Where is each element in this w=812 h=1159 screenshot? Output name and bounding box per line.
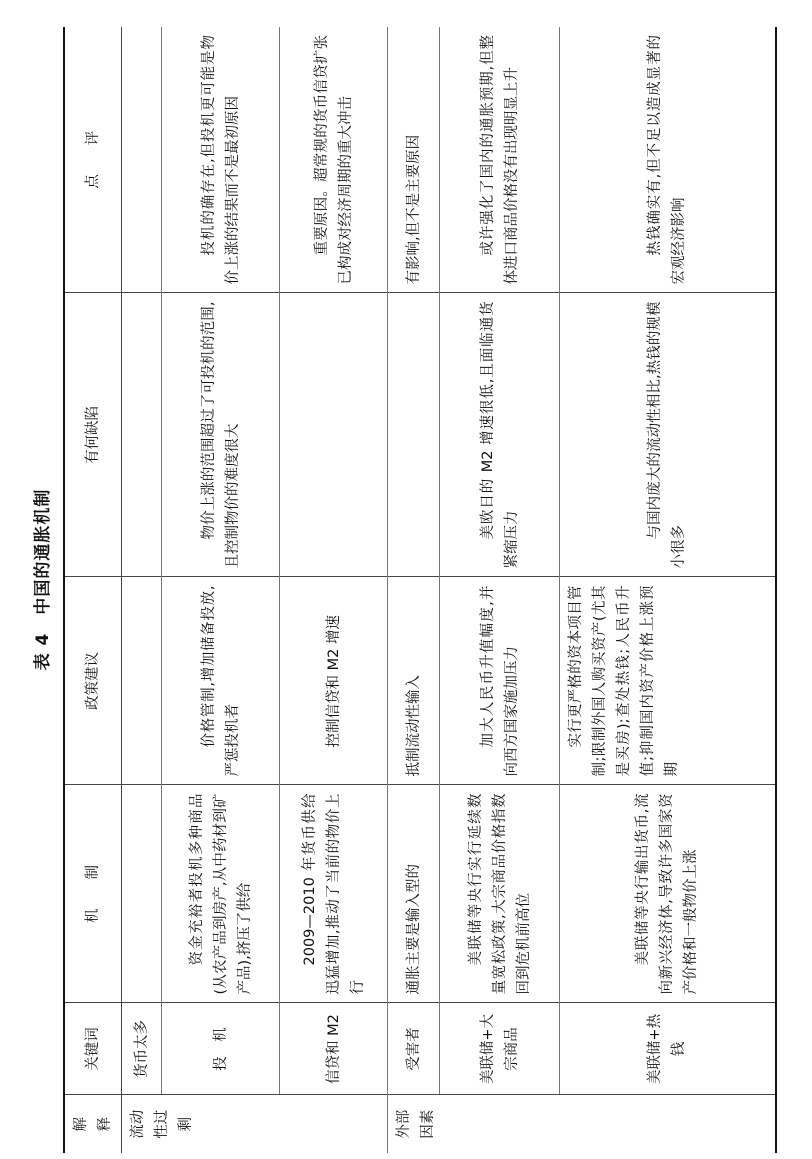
header-explain: 解 释	[64, 1095, 122, 1153]
cell-keyword: 货币太多	[122, 1003, 162, 1095]
cell-keyword: 美联储+大宗商品	[440, 1003, 560, 1095]
header-row	[64, 27, 122, 1153]
cell-defect: 与国内庞大的流动性相比,热钱的规模小很多	[560, 293, 776, 577]
header-policy: 政策建议	[64, 577, 122, 785]
cell-defect: 美欧日的 M2 增速很低,且面临通货紧缩压力	[440, 293, 560, 577]
cell-explain: 外部因素	[388, 1095, 776, 1153]
table-title: 中国的通胀机制	[33, 488, 53, 615]
table-row	[560, 27, 776, 1153]
cell-keyword: 投 机	[162, 1003, 280, 1095]
cell-policy: 加大人民币升值幅度,并向西方国家施加压力	[440, 577, 560, 785]
cell-defect	[122, 293, 162, 577]
cell-comment: 有影响,但不是主要原因	[388, 27, 440, 293]
cell-comment: 重要原因。超常规的货币信贷扩张已构成对经济周期的重大冲击	[280, 27, 388, 293]
table-caption	[28, 0, 53, 1159]
header-defect: 有何缺陷	[64, 293, 122, 577]
table-row	[280, 27, 388, 1153]
cell-keyword: 信贷和 M2	[280, 1003, 388, 1095]
header-mechanism: 机 制	[64, 785, 122, 1003]
cell-mechanism: 通胀主要是输入型的	[388, 785, 440, 1003]
table-row	[388, 27, 440, 1153]
cell-mechanism: 资金充裕者投机多种商品(从农产品到房产,从中药材到矿产品),挤压了供给	[162, 785, 280, 1003]
cell-comment: 热钱确实有,但不足以造成显著的宏观经济影响	[560, 27, 776, 293]
header-keyword: 关键词	[64, 1003, 122, 1095]
cell-mechanism: 美联储等央行实行延续数量宽松政策,大宗商品价格指数回到危机前高位	[440, 785, 560, 1003]
table-row	[162, 27, 280, 1153]
table-row	[440, 27, 560, 1153]
cell-explain: 流动性过剩	[122, 1095, 388, 1153]
cell-policy: 实行更严格的资本项目管制;限制外国人购买资产(尤其是买房);查处热钱;人民币升值;抑制国内资产价格上涨预期	[560, 577, 776, 785]
inflation-mechanism-table	[63, 27, 777, 1153]
table-number: 表 4	[33, 632, 53, 671]
cell-mechanism: 美联储等央行输出货币,流向新兴经济体,导致许多国家资产价格和一般物价上涨	[560, 785, 776, 1003]
cell-policy: 抵制流动性输入	[388, 577, 440, 785]
cell-mechanism	[122, 785, 162, 1003]
cell-policy	[122, 577, 162, 785]
header-comment: 点 评	[64, 27, 122, 293]
cell-policy: 控制信贷和 M2 增速	[280, 577, 388, 785]
cell-mechanism: 2009—2010 年货币供给迅猛增加,推动了当前的物价上行	[280, 785, 388, 1003]
cell-comment: 投机的确存在,但投机更可能是物价上涨的结果而不是最初原因	[162, 27, 280, 293]
cell-keyword: 美联储+热钱	[560, 1003, 776, 1095]
cell-comment	[122, 27, 162, 293]
cell-keyword: 受害者	[388, 1003, 440, 1095]
cell-defect	[388, 293, 440, 577]
table-row	[122, 27, 162, 1153]
cell-policy: 价格管制,增加储备投放,严惩投机者	[162, 577, 280, 785]
cell-defect: 物价上涨的范围超过了可投机的范围,且控制物价的难度很大	[162, 293, 280, 577]
cell-defect	[280, 293, 388, 577]
cell-comment: 或许强化了国内的通胀预期,但整体进口商品价格没有出现明显上升	[440, 27, 560, 293]
